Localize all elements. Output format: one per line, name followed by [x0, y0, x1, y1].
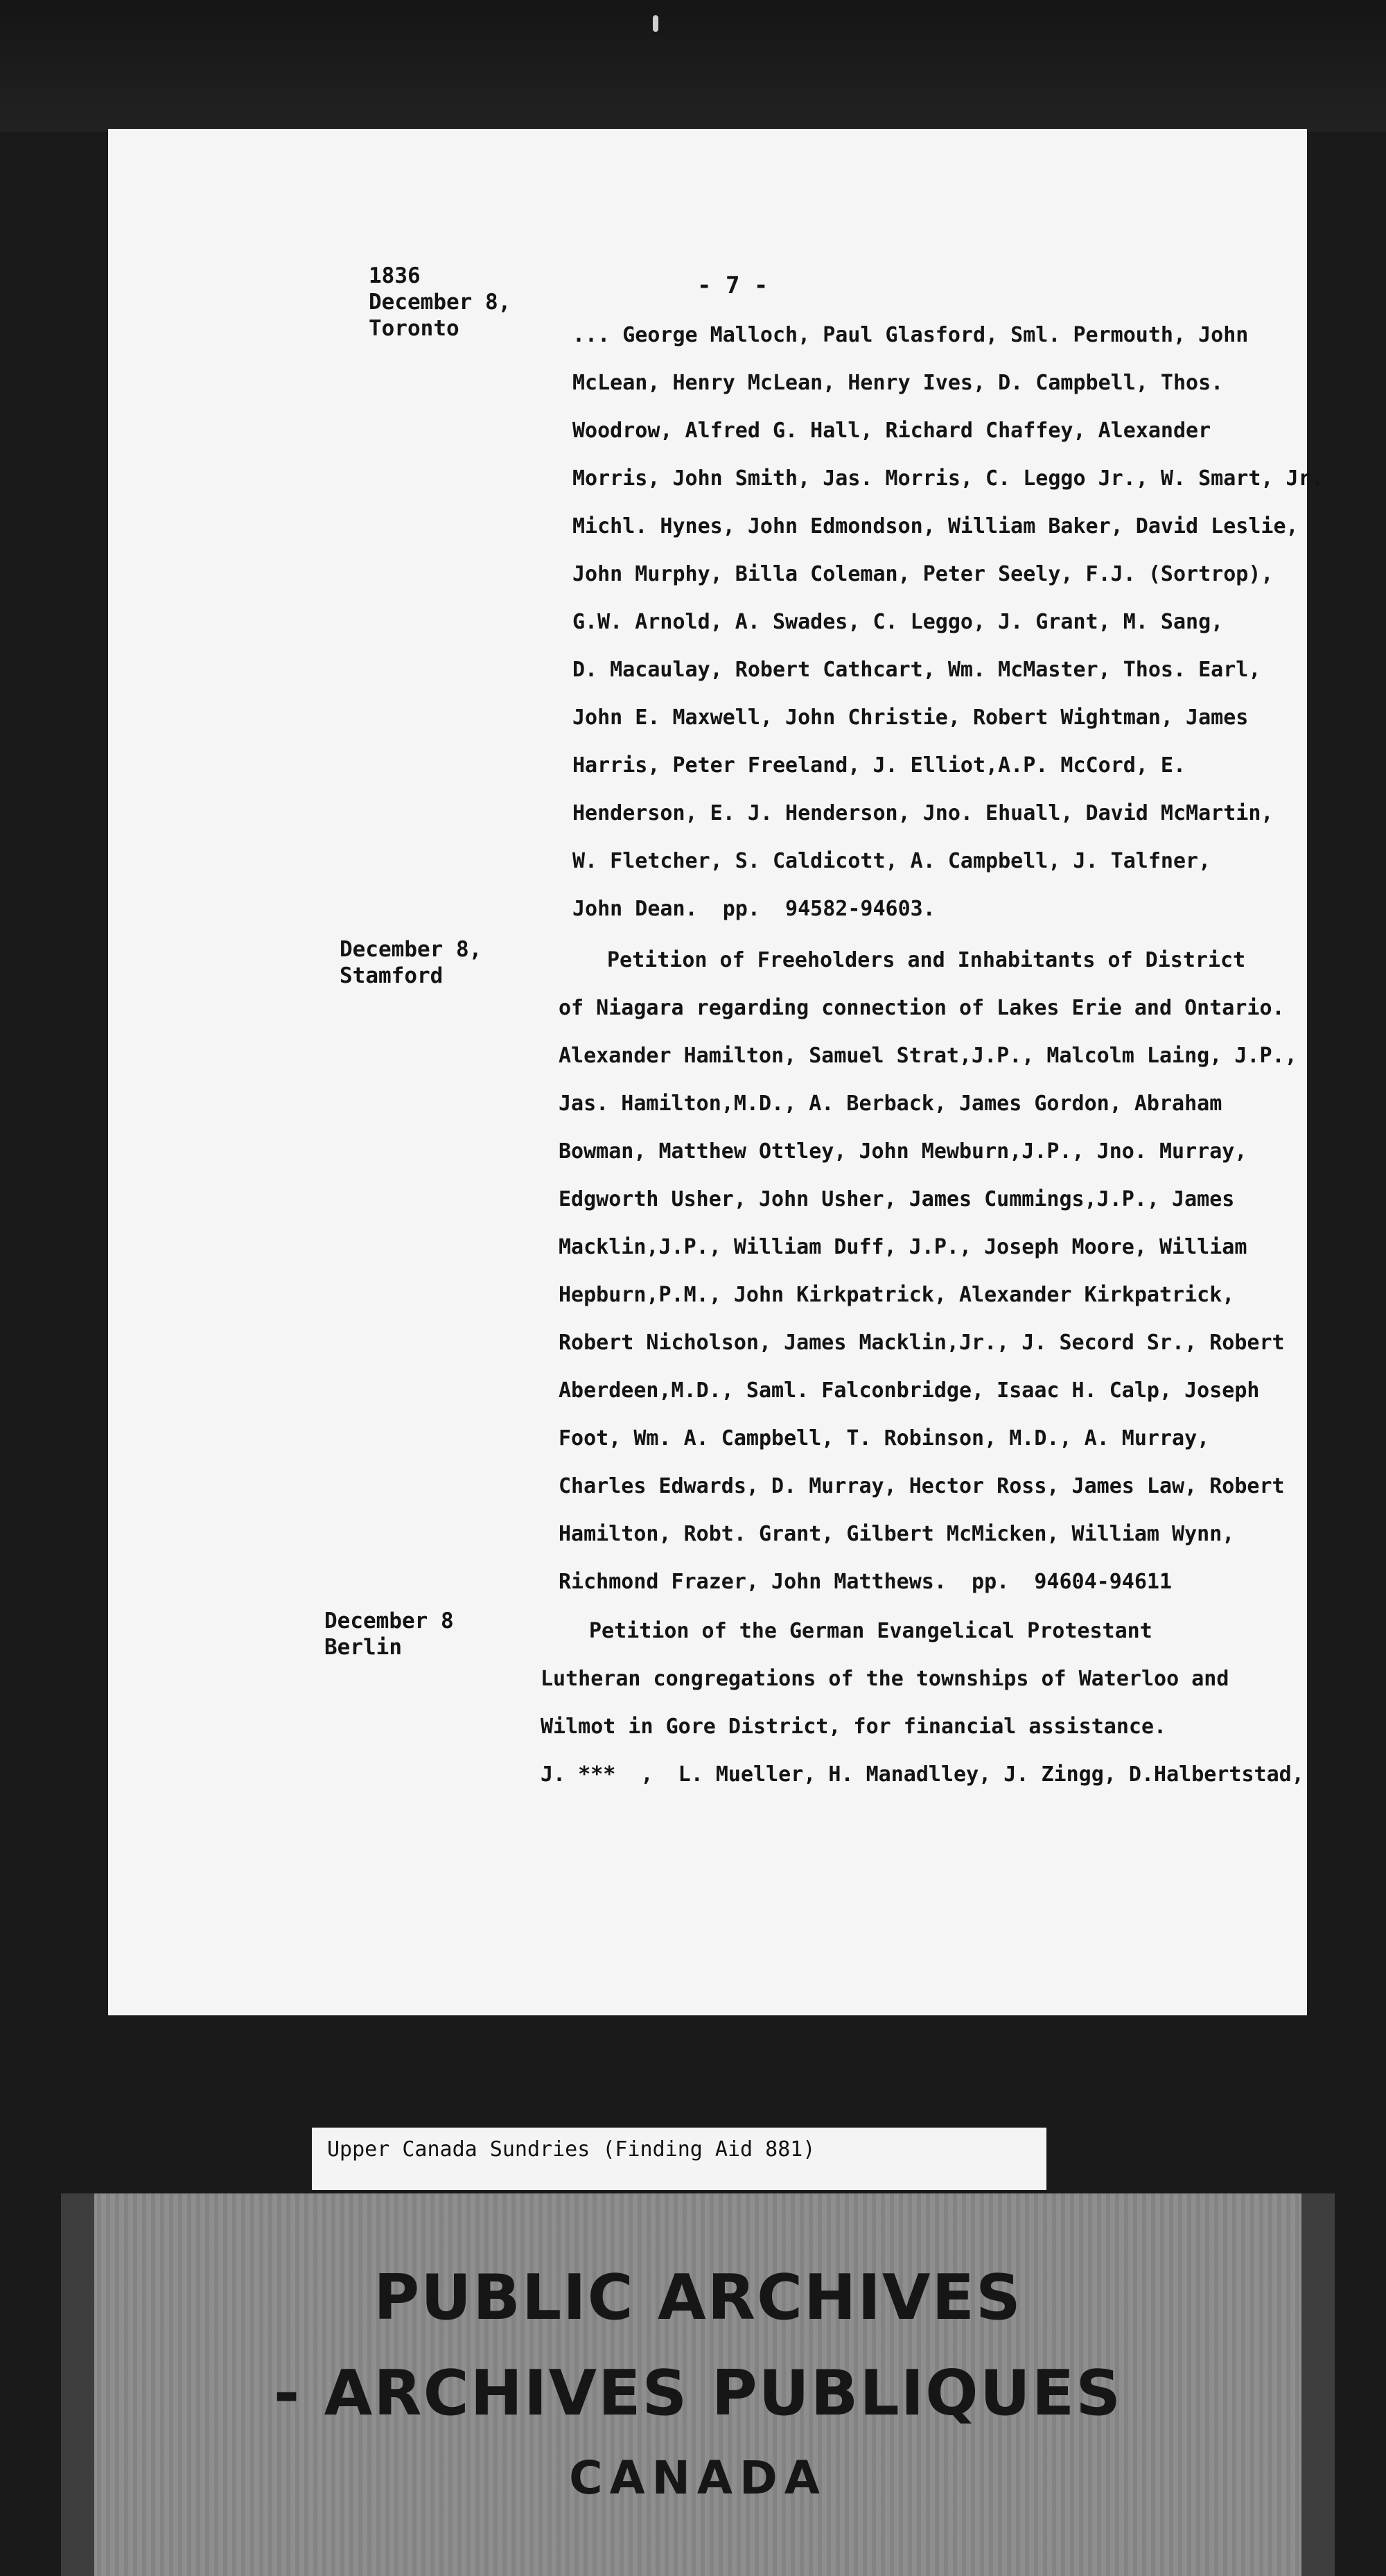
text-line: Petition of Freeholders and Inhabitants of District — [607, 948, 1246, 972]
film-speck — [653, 15, 658, 32]
text-line: Petition of the German Evangelical Protestant — [589, 1619, 1152, 1643]
stamp-line-archives-publiques: - ARCHIVES PUBLIQUES — [273, 2357, 1123, 2430]
text-line: W. Fletcher, S. Caldicott, A. Campbell, J. Talfner, — [572, 849, 1211, 873]
margin-place: Stamford — [340, 963, 444, 988]
text-line: Hamilton, Robt. Grant, Gilbert McMicken, William Wynn, — [559, 1522, 1235, 1546]
text-line: Wilmot in Gore District, for financial assistance. — [541, 1715, 1167, 1739]
margin-date: December 8 — [324, 1609, 454, 1633]
finding-aid-label — [312, 2128, 1046, 2190]
margin-year: 1836 — [369, 263, 421, 288]
stamp-line-public-archives: PUBLIC ARCHIVES — [374, 2261, 1022, 2334]
entry-stamford — [559, 947, 1300, 1616]
text-line: Morris, John Smith, Jas. Morris, C. Leggo Jr., W. Smart, Jr. — [572, 466, 1324, 491]
entry-berlin — [541, 1618, 1304, 1809]
archives-stamp — [61, 2193, 1335, 2576]
text-line: Henderson, E. J. Henderson, Jno. Ehuall, David McMartin, — [572, 801, 1274, 825]
text-line: Bowman, Matthew Ottley, John Mewburn,J.P., Jno. Murray, — [559, 1139, 1247, 1164]
text-line: Robert Nicholson, James Macklin,Jr., J. Secord Sr., Robert — [559, 1331, 1285, 1355]
text-line: ... George Malloch, Paul Glasford, Sml. Permouth, John — [572, 323, 1249, 347]
microfilm-top-border — [0, 0, 1386, 132]
text-line: Harris, Peter Freeland, J. Elliot,A.P. McCord, E. — [572, 753, 1186, 778]
finding-aid-text: Upper Canada Sundries (Finding Aid 881) — [327, 2137, 816, 2162]
margin-date: December 8, — [369, 290, 511, 315]
text-line: John E. Maxwell, John Christie, Robert Wightman, James — [572, 706, 1249, 730]
text-line: Jas. Hamilton,M.D., A. Berback, James Gordon, Abraham — [559, 1092, 1222, 1116]
text-line: John Dean. pp. 94582-94603. — [572, 897, 936, 921]
page-number: - 7 - — [697, 272, 769, 299]
text-line: Hepburn,P.M., John Kirkpatrick, Alexander Kirkpatrick, — [559, 1283, 1235, 1307]
text-line: Woodrow, Alfred G. Hall, Richard Chaffey, Alexander — [572, 419, 1211, 443]
text-line: Aberdeen,M.D., Saml. Falconbridge, Isaac H. Calp, Joseph — [559, 1378, 1260, 1403]
text-line: Edgworth Usher, John Usher, James Cummings,J.P., James — [559, 1187, 1235, 1211]
margin-place: Toronto — [369, 316, 459, 341]
margin-note-stamford — [340, 936, 482, 989]
text-line: G.W. Arnold, A. Swades, C. Leggo, J. Grant, M. Sang, — [572, 610, 1224, 634]
document-page — [108, 129, 1324, 2015]
stamp-line-canada: CANADA — [569, 2451, 827, 2505]
text-line: Richmond Frazer, John Matthews. pp. 94604-94611 — [559, 1570, 1173, 1594]
entry-toronto — [572, 322, 1324, 943]
text-line: D. Macaulay, Robert Cathcart, Wm. McMaster, Thos. Earl, — [572, 658, 1261, 682]
text-line: Macklin,J.P., William Duff, J.P., Joseph Moore, William — [559, 1235, 1247, 1259]
text-line: J. *** , L. Mueller, H. Manadlley, J. Zingg, D.Halbertstad, — [541, 1762, 1304, 1787]
text-line: of Niagara regarding connection of Lakes Erie and Ontario. — [559, 996, 1285, 1020]
text-line: McLean, Henry McLean, Henry Ives, D. Campbell, Thos. — [572, 371, 1224, 395]
margin-note-berlin — [324, 1608, 454, 1661]
margin-date: December 8, — [340, 937, 482, 962]
margin-note-toronto — [369, 263, 511, 342]
margin-place: Berlin — [324, 1635, 402, 1660]
text-line: Michl. Hynes, John Edmondson, William Baker, David Leslie, — [572, 514, 1299, 538]
text-line: Lutheran congregations of the townships of Waterloo and — [541, 1667, 1229, 1691]
text-line: Charles Edwards, D. Murray, Hector Ross, James Law, Robert — [559, 1474, 1285, 1498]
text-line: John Murphy, Billa Coleman, Peter Seely, F.J. (Sortrop), — [572, 562, 1274, 586]
text-line: Alexander Hamilton, Samuel Strat,J.P., Malcolm Laing, J.P., — [559, 1044, 1297, 1068]
text-line: Foot, Wm. A. Campbell, T. Robinson, M.D., A. Murray, — [559, 1426, 1210, 1451]
